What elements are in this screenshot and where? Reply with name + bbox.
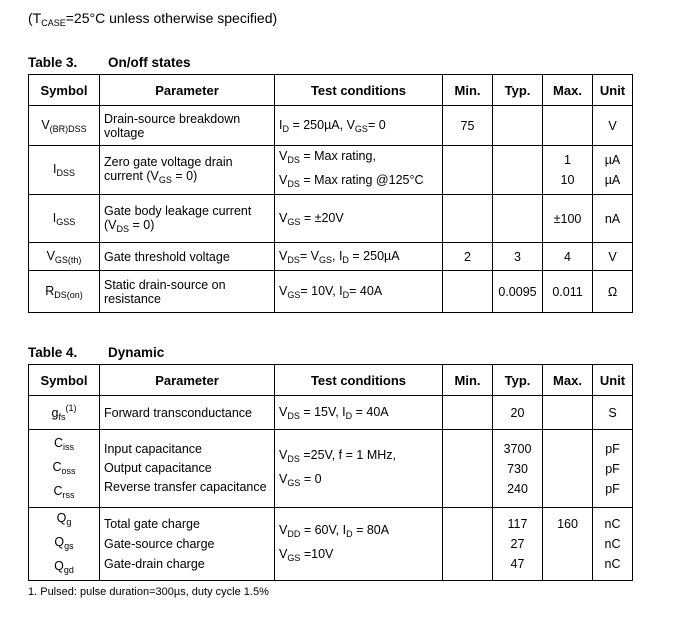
header-min: Min. bbox=[443, 75, 493, 106]
header-min: Min. bbox=[443, 365, 493, 396]
min-cell: 75 bbox=[443, 106, 493, 146]
typ-cell: 3 bbox=[493, 243, 543, 271]
max-cell bbox=[543, 106, 593, 146]
header-unit: Unit bbox=[593, 365, 633, 396]
parameter-cell: Forward transconductance bbox=[100, 396, 275, 430]
conditions-cell: $V_{DS}$ = Max rating, $V_{DS}$ = Max rating @125°C bbox=[275, 146, 443, 195]
conditions-cell: $I_D = 250\mu A$, $V_{GS}= 0$ bbox=[275, 106, 443, 146]
table-row bbox=[29, 106, 633, 146]
header-max: Max. bbox=[543, 75, 593, 106]
table-row bbox=[29, 430, 633, 508]
table4-title bbox=[28, 345, 164, 360]
table4-dynamic bbox=[28, 364, 633, 581]
symbol-cell: $g_{fs}^{(1)}$ bbox=[29, 396, 100, 430]
table-row bbox=[29, 396, 633, 430]
min-cell bbox=[443, 430, 493, 508]
header-test-conditions: Test conditions bbox=[275, 365, 443, 396]
min-cell: 2 bbox=[443, 243, 493, 271]
table4-name: Dynamic bbox=[108, 345, 165, 360]
unit-cell: Ω bbox=[593, 271, 633, 313]
unit-cell: S bbox=[593, 396, 633, 430]
table4-header-row bbox=[29, 365, 633, 396]
conditions-cell: $V_{DS} =25V$, f = 1 MHz, $V_{GS} = 0$ bbox=[275, 430, 443, 508]
max-cell: ±100 bbox=[543, 195, 593, 243]
header-parameter: Parameter bbox=[100, 75, 275, 106]
conditions-note: ($T_{CASE}=25^\circ C$ unless otherwise specified) bbox=[28, 10, 278, 28]
unit-cell: nC nC nC bbox=[593, 508, 633, 581]
typ-cell: 0.0095 bbox=[493, 271, 543, 313]
min-cell bbox=[443, 396, 493, 430]
table-row bbox=[29, 195, 633, 243]
unit-cell: µA µA bbox=[593, 146, 633, 195]
parameter-cell: Input capacitance Output capacitance Reverse transfer capacitance bbox=[100, 430, 275, 508]
typ-cell bbox=[493, 195, 543, 243]
table3-number: Table 3. bbox=[28, 55, 78, 70]
footnote: 1. Pulsed: pulse duration=300µs, duty cycle 1.5% bbox=[28, 586, 269, 598]
symbol-cell: $I_{DSS}$ bbox=[29, 146, 100, 195]
max-cell bbox=[543, 396, 593, 430]
header-test-conditions: Test conditions bbox=[275, 75, 443, 106]
unit-cell: pF pF pF bbox=[593, 430, 633, 508]
min-cell bbox=[443, 271, 493, 313]
header-typ: Typ. bbox=[493, 365, 543, 396]
table3-name: On/off states bbox=[108, 55, 191, 70]
parameter-cell: Drain-source breakdown voltage bbox=[100, 106, 275, 146]
header-typ: Typ. bbox=[493, 75, 543, 106]
max-cell: 160 bbox=[543, 508, 593, 581]
unit-cell: nA bbox=[593, 195, 633, 243]
table-row bbox=[29, 271, 633, 313]
table-row bbox=[29, 508, 633, 581]
header-parameter: Parameter bbox=[100, 365, 275, 396]
typ-cell bbox=[493, 146, 543, 195]
parameter-cell: Gate threshold voltage bbox=[100, 243, 275, 271]
typ-cell bbox=[493, 106, 543, 146]
conditions-cell: $V_{GS}= 10V$, $I_D= 40A$ bbox=[275, 271, 443, 313]
table4-number: Table 4. bbox=[28, 345, 78, 360]
table3-header-row bbox=[29, 75, 633, 106]
symbol-cell: $V_{(BR)DSS}$ bbox=[29, 106, 100, 146]
symbol-cell: $C_{iss}$ $C_{oss}$ $C_{rss}$ bbox=[29, 430, 100, 508]
table3-on-off-states bbox=[28, 74, 633, 313]
header-max: Max. bbox=[543, 365, 593, 396]
max-cell bbox=[543, 430, 593, 508]
conditions-cell: $V_{DD} = 60V$, $I_D = 80A$ $V_{GS} =10V$ bbox=[275, 508, 443, 581]
conditions-cell: $V_{DS} = 15V$, $I_D = 40A$ bbox=[275, 396, 443, 430]
symbol-cell: $Q_g$ $Q_{gs}$ $Q_{gd}$ bbox=[29, 508, 100, 581]
min-cell bbox=[443, 508, 493, 581]
parameter-cell: Zero gate voltage drain current $(V_{GS} = 0)$ bbox=[100, 146, 275, 195]
header-symbol: Symbol bbox=[29, 365, 100, 396]
max-cell: 0.011 bbox=[543, 271, 593, 313]
max-cell: 4 bbox=[543, 243, 593, 271]
table-row bbox=[29, 243, 633, 271]
min-cell bbox=[443, 146, 493, 195]
typ-cell: 117 27 47 bbox=[493, 508, 543, 581]
unit-cell: V bbox=[593, 106, 633, 146]
parameter-cell: Total gate charge Gate-source charge Gate-drain charge bbox=[100, 508, 275, 581]
unit-cell: V bbox=[593, 243, 633, 271]
symbol-cell: $I_{GSS}$ bbox=[29, 195, 100, 243]
symbol-cell: $V_{GS(th)}$ bbox=[29, 243, 100, 271]
table3-title bbox=[28, 55, 191, 70]
typ-cell: 3700 730 240 bbox=[493, 430, 543, 508]
conditions-cell: $V_{DS}= V_{GS}$, $I_D = 250\mu A$ bbox=[275, 243, 443, 271]
parameter-cell: Gate body leakage current $(V_{DS} = 0)$ bbox=[100, 195, 275, 243]
symbol-cell: $R_{DS(on)}$ bbox=[29, 271, 100, 313]
max-cell: 1 10 bbox=[543, 146, 593, 195]
table-row bbox=[29, 146, 633, 195]
conditions-cell: $V_{GS} = \pm 20V$ bbox=[275, 195, 443, 243]
header-symbol: Symbol bbox=[29, 75, 100, 106]
min-cell bbox=[443, 195, 493, 243]
parameter-cell: Static drain-source on resistance bbox=[100, 271, 275, 313]
header-unit: Unit bbox=[593, 75, 633, 106]
typ-cell: 20 bbox=[493, 396, 543, 430]
